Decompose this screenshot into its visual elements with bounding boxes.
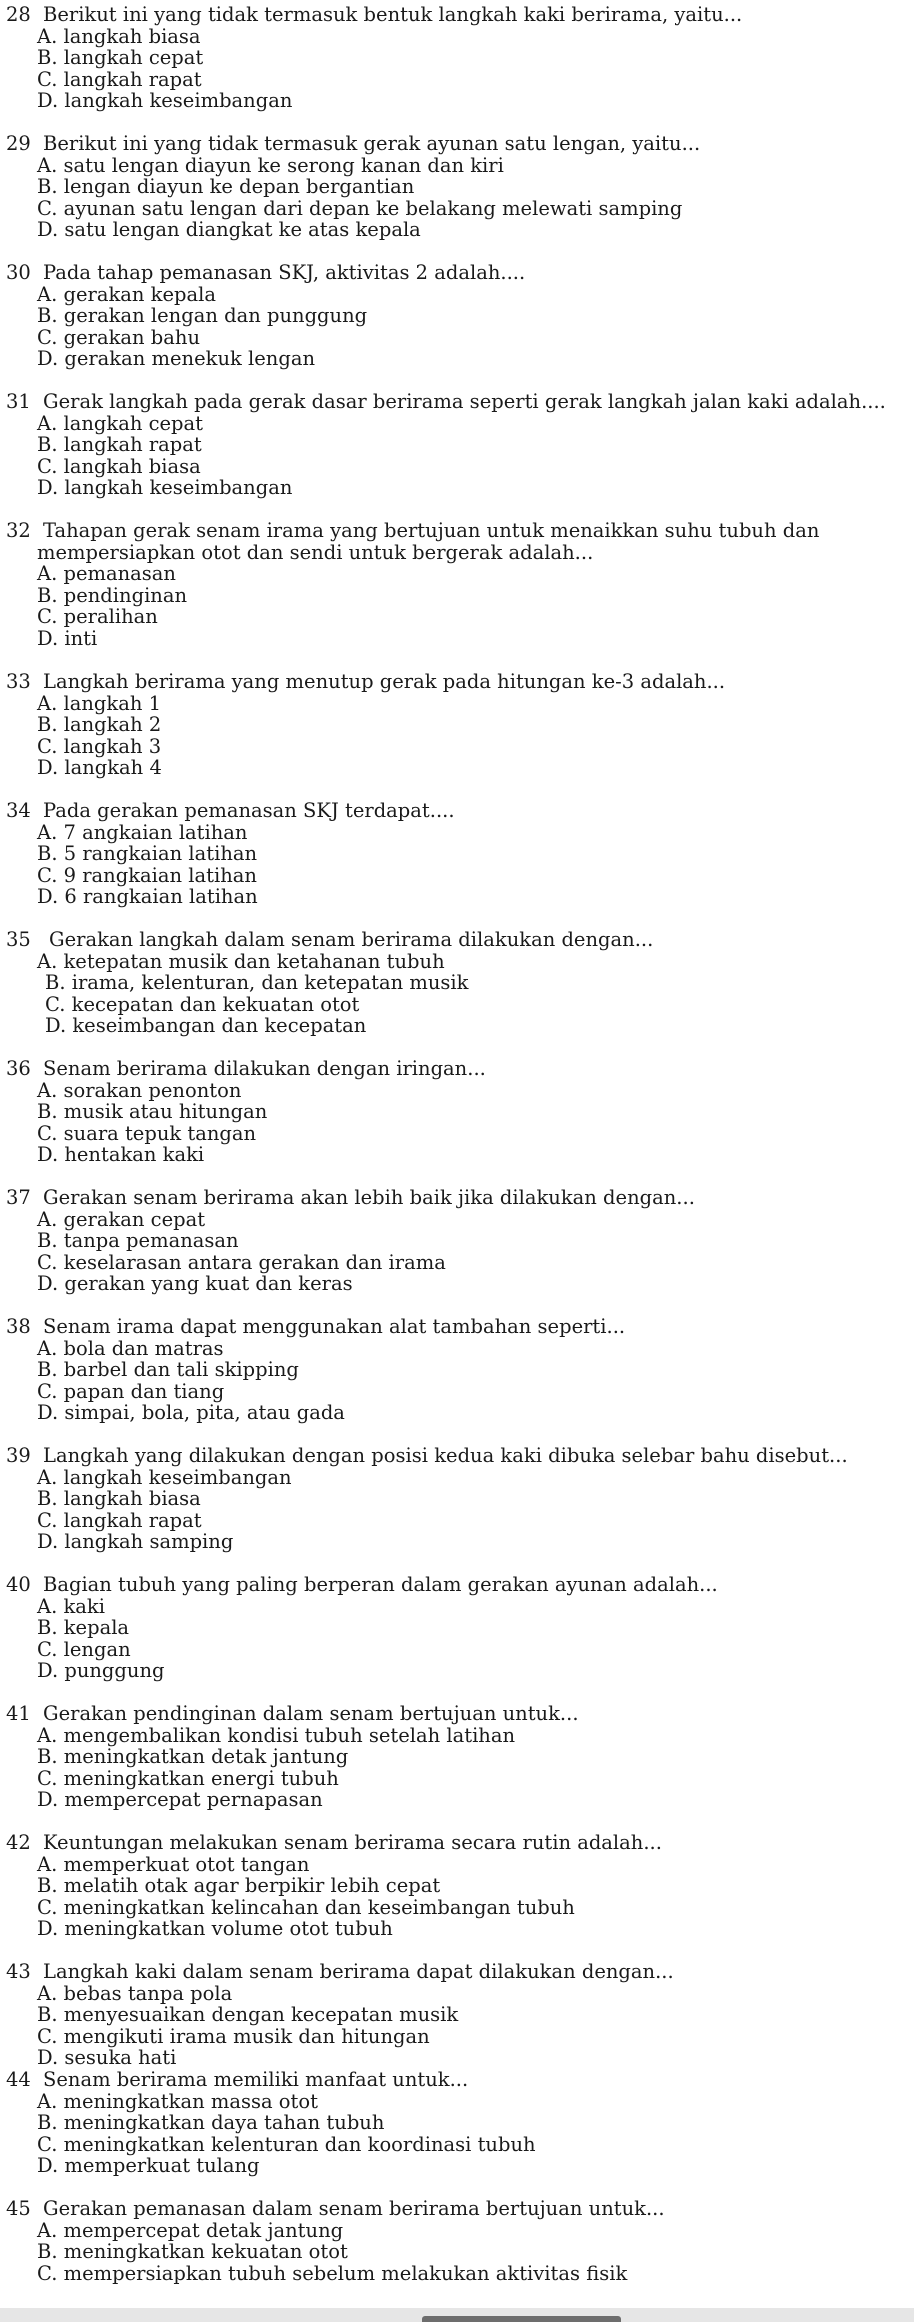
option-c: C. mempersiapkan tubuh sebelum melakukan aktivitas fisik [37, 2261, 628, 2285]
option-d: D. langkah keseimbangan [37, 89, 293, 112]
option-b: B. gerakan lengan dan punggung [37, 304, 368, 327]
question-text: Senam irama dapat menggunakan alat tambahan seperti... [43, 1315, 626, 1338]
option-b: B. melatih otak agar berpikir lebih cepat [37, 1874, 441, 1897]
option-c: C. langkah rapat [37, 67, 202, 91]
option-d: D. gerakan menekuk lengan [37, 347, 316, 370]
option-d: D. punggung [37, 1659, 165, 1682]
option-a: A. langkah 1 [37, 691, 161, 715]
option-b: B. langkah rapat [37, 433, 202, 456]
option-d: D. simpai, bola, pita, atau gada [37, 1401, 345, 1424]
option-a: A. mempercepat detak jantung [37, 2218, 344, 2242]
option-d: D. keseimbangan dan kecepatan [45, 1014, 367, 1037]
option-b: B. musik atau hitungan [37, 1100, 268, 1123]
option-c: C. mengikuti irama musik dan hitungan [37, 2024, 430, 2048]
option-b: B. langkah cepat [37, 46, 204, 69]
option-a: A. ketepatan musik dan ketahanan tubuh [37, 949, 445, 973]
option-b: B. pendinginan [37, 583, 188, 607]
option-a: A. kaki [37, 1594, 105, 1618]
question-text: Gerak langkah pada gerak dasar berirama seperti gerak langkah jalan kaki adalah.... [43, 390, 886, 413]
question-number: 37 [6, 1186, 31, 1209]
option-b: B. barbel dan tali skipping [37, 1358, 299, 1381]
option-c: C. meningkatkan kelincahan dan keseimbangan tubuh [37, 1895, 575, 1919]
option-d: D. sesuka hati [37, 2046, 177, 2069]
option-b: B. tanpa pemanasan [37, 1229, 239, 1252]
option-b: B. irama, kelenturan, dan ketepatan musik [45, 971, 469, 994]
question-text: Senam berirama memiliki manfaat untuk... [43, 2068, 469, 2091]
option-c: C. meningkatkan energi tubuh [37, 1766, 339, 1790]
question-text: Gerakan langkah dalam senam berirama dilakukan dengan... [49, 928, 654, 951]
question-text: Senam berirama dilakukan dengan iringan... [43, 1057, 486, 1080]
question-number: 29 [6, 132, 31, 155]
question-29 [0, 133, 914, 241]
question-34 [0, 800, 914, 908]
option-a: A. 7 angkaian latihan [37, 820, 248, 844]
option-d: D. 6 rangkaian latihan [37, 885, 258, 908]
option-c: C. 9 rangkaian latihan [37, 863, 257, 887]
question-number: 30 [6, 261, 31, 284]
question-number: 35 [6, 928, 31, 951]
option-b: B. lengan diayun ke depan bergantian [37, 175, 415, 198]
option-a: A. langkah keseimbangan [37, 1465, 292, 1489]
option-b: B. 5 rangkaian latihan [37, 842, 258, 865]
question-number: 28 [6, 3, 31, 26]
option-d: D. hentakan kaki [37, 1143, 205, 1166]
option-b: B. menyesuaikan dengan kecepatan musik [37, 2003, 459, 2026]
option-c: C. meningkatkan kelenturan dan koordinasi tubuh [37, 2132, 536, 2156]
option-a: A. satu lengan diayun ke serong kanan dan kiri [37, 153, 504, 177]
option-a: A. gerakan cepat [37, 1207, 206, 1231]
question-text: Langkah kaki dalam senam berirama dapat dilakukan dengan... [43, 1960, 674, 1983]
option-c: C. langkah 3 [37, 734, 162, 758]
question-text: Berikut ini yang tidak termasuk gerak ayunan satu lengan, yaitu... [43, 132, 701, 155]
question-number: 45 [6, 2197, 31, 2220]
question-35 [0, 929, 914, 1037]
question-number: 34 [6, 799, 31, 822]
scrollbar-thumb[interactable] [422, 2316, 621, 2322]
question-number: 38 [6, 1315, 31, 1338]
option-c: C. gerakan bahu [37, 325, 201, 349]
option-a: A. langkah cepat [37, 411, 203, 435]
horizontal-scrollbar[interactable] [0, 2308, 914, 2322]
question-40 [0, 1574, 914, 1682]
question-text-continued: mempersiapkan otot dan sendi untuk bergerak adalah... [37, 540, 594, 564]
question-44 [0, 2069, 914, 2177]
question-41 [0, 1703, 914, 1811]
option-a: A. meningkatkan massa otot [37, 2089, 318, 2113]
question-text: Gerakan pemanasan dalam senam berirama bertujuan untuk... [43, 2197, 665, 2220]
option-b: B. meningkatkan detak jantung [37, 1745, 349, 1768]
question-number: 36 [6, 1057, 31, 1080]
question-38 [0, 1316, 914, 1424]
option-d: D. gerakan yang kuat dan keras [37, 1272, 353, 1295]
question-32 [0, 520, 914, 649]
option-a: A. bebas tanpa pola [37, 1981, 233, 2005]
question-text: Tahapan gerak senam irama yang bertujuan untuk menaikkan suhu tubuh dan [43, 519, 820, 542]
option-c: C. langkah rapat [37, 1508, 202, 1532]
option-b: B. meningkatkan kekuatan otot [37, 2240, 348, 2263]
question-text: Berikut ini yang tidak termasuk bentuk langkah kaki berirama, yaitu... [43, 3, 743, 26]
option-d: D. inti [37, 626, 98, 650]
option-a: A. gerakan kepala [37, 282, 216, 306]
question-number: 39 [6, 1444, 31, 1467]
question-number: 32 [6, 519, 31, 542]
option-a: A. bola dan matras [37, 1336, 224, 1360]
option-c: C. lengan [37, 1637, 131, 1661]
question-45 [0, 2198, 914, 2284]
question-text: Pada gerakan pemanasan SKJ terdapat.... [43, 799, 455, 822]
question-number: 43 [6, 1960, 31, 1983]
question-39 [0, 1445, 914, 1553]
question-37 [0, 1187, 914, 1295]
option-c: C. peralihan [37, 605, 158, 628]
question-text: Pada tahap pemanasan SKJ, aktivitas 2 adalah.... [43, 261, 526, 284]
question-36 [0, 1058, 914, 1166]
question-text: Langkah berirama yang menutup gerak pada hitungan ke-3 adalah... [43, 670, 726, 693]
option-b: B. kepala [37, 1616, 130, 1639]
option-a: A. langkah biasa [37, 24, 201, 48]
option-d: D. memperkuat tulang [37, 2154, 260, 2177]
question-33 [0, 671, 914, 779]
option-c: C. suara tepuk tangan [37, 1121, 257, 1145]
option-c: C. langkah biasa [37, 454, 201, 478]
question-text: Bagian tubuh yang paling berperan dalam gerakan ayunan adalah... [43, 1573, 718, 1596]
option-c: C. ayunan satu lengan dari depan ke belakang melewati samping [37, 196, 683, 220]
option-d: D. langkah samping [37, 1530, 234, 1553]
option-a: A. mengembalikan kondisi tubuh setelah latihan [37, 1723, 516, 1747]
question-text: Keuntungan melakukan senam berirama secara rutin adalah... [43, 1831, 662, 1854]
question-number: 31 [6, 390, 31, 413]
option-b: B. meningkatkan daya tahan tubuh [37, 2111, 385, 2134]
question-number: 40 [6, 1573, 31, 1596]
question-number: 41 [6, 1702, 31, 1725]
question-number: 33 [6, 670, 31, 693]
option-b: B. langkah 2 [37, 713, 162, 736]
question-text: Gerakan senam berirama akan lebih baik jika dilakukan dengan... [43, 1186, 695, 1209]
question-text: Langkah yang dilakukan dengan posisi kedua kaki dibuka selebar bahu disebut... [43, 1444, 848, 1467]
option-a: A. sorakan penonton [37, 1078, 242, 1102]
option-c: C. keselarasan antara gerakan dan irama [37, 1250, 446, 1274]
option-b: B. langkah biasa [37, 1487, 201, 1510]
question-28 [0, 4, 914, 112]
question-30 [0, 262, 914, 370]
question-43 [0, 1961, 914, 2069]
question-31 [0, 391, 914, 499]
question-42 [0, 1832, 914, 1940]
question-text: Gerakan pendinginan dalam senam bertujuan untuk... [43, 1702, 579, 1725]
option-c: C. kecepatan dan kekuatan otot [45, 992, 360, 1016]
option-a: A. memperkuat otot tangan [37, 1852, 310, 1876]
option-d: D. langkah 4 [37, 756, 162, 779]
question-number: 44 [6, 2068, 31, 2091]
option-c: C. papan dan tiang [37, 1379, 225, 1403]
question-number: 42 [6, 1831, 31, 1854]
option-d: D. meningkatkan volume otot tubuh [37, 1917, 393, 1940]
option-a: A. pemanasan [37, 562, 176, 585]
option-d: D. langkah keseimbangan [37, 476, 293, 499]
option-d: D. satu lengan diangkat ke atas kepala [37, 218, 421, 241]
option-d: D. mempercepat pernapasan [37, 1788, 323, 1811]
